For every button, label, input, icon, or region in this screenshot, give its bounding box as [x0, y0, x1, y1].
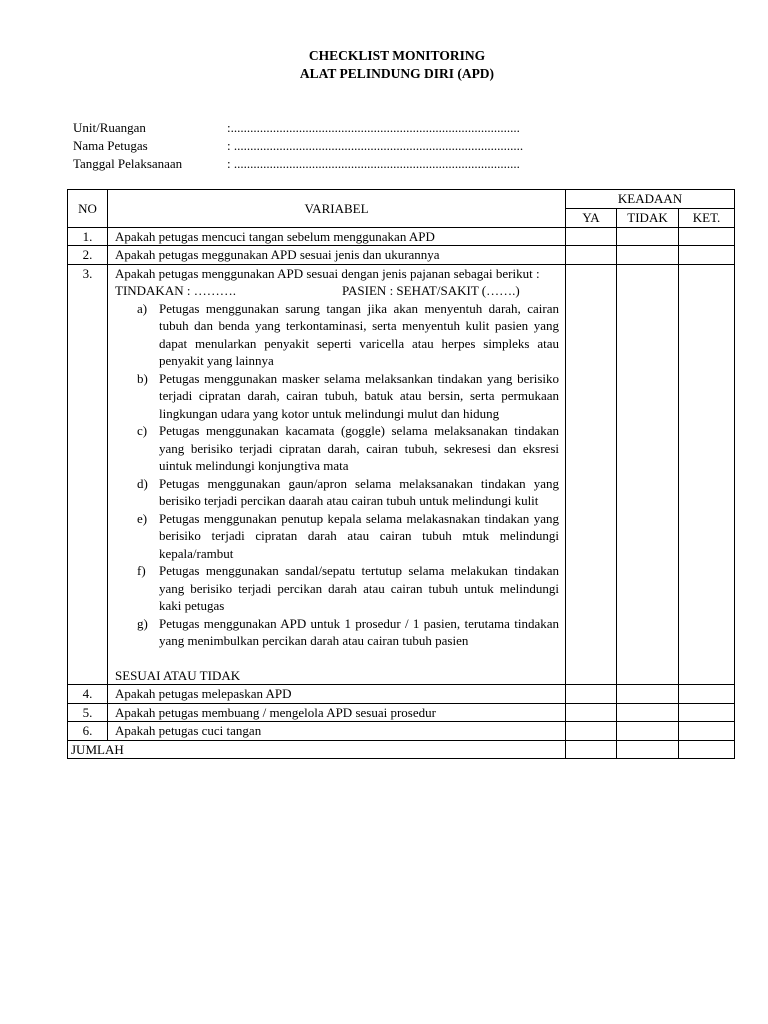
sub-item-text: Petugas menggunakan sarung tangan jika akan menyentuh darah, cairan tubuh dan benda yang terkontaminasi, serta menyentuh kulit pasien yang dapat menularkan penyakit seperti varicella atau herpes simpleks atau penyakit yang lainnya: [159, 300, 559, 368]
info-row-unit: [73, 119, 587, 137]
row-number: 2.: [68, 246, 108, 265]
cell-ket[interactable]: [679, 722, 735, 741]
info-label: Unit/Ruangan: [73, 120, 146, 135]
cell-tidak[interactable]: [617, 703, 679, 722]
cell-tidak[interactable]: [617, 227, 679, 246]
sub-item-text: Petugas menggunakan kacamata (goggle) selama melaksanakan tindakan yang berisiko terjadi cipratan darah, cairan tubuh, sekresesi dan eksresi uintuk melindungi konjungtiva mata: [159, 423, 559, 473]
cell-tidak[interactable]: [617, 685, 679, 704]
row-question-detail: [108, 264, 566, 685]
cell-ket[interactable]: [679, 264, 735, 685]
title-line-1: CHECKLIST MONITORING: [308, 48, 486, 63]
checklist-table: [67, 189, 735, 759]
sub-item: [137, 615, 559, 650]
cell-ket[interactable]: [679, 703, 735, 722]
cell-ya[interactable]: [566, 703, 617, 722]
row-question: Apakah petugas cuci tangan: [108, 722, 566, 741]
sub-item-label: b): [137, 370, 148, 386]
document-title: [0, 47, 768, 83]
info-value-field: :.........................................................................................: [227, 120, 520, 135]
tindakan-label: TINDAKAN : ……….: [115, 283, 236, 298]
sub-item: [137, 510, 559, 563]
table-row: [68, 246, 735, 265]
row-question: Apakah petugas meggunakan APD sesuai jenis dan ukurannya: [108, 246, 566, 265]
info-block: [73, 119, 587, 173]
info-row-nama: [73, 137, 587, 155]
spacer: [115, 650, 559, 667]
info-label: Nama Petugas: [73, 138, 148, 153]
tindakan-line: [115, 282, 559, 300]
info-value-field: : .........................................................................................: [227, 138, 524, 153]
cell-tidak[interactable]: [617, 264, 679, 685]
sub-item: [137, 422, 559, 475]
sub-item-label: a): [137, 300, 148, 316]
header-keadaan: KEADAAN: [566, 190, 735, 209]
row-question: Apakah petugas mencuci tangan sebelum menggunakan APD: [108, 227, 566, 246]
cell-ya[interactable]: [566, 685, 617, 704]
sub-item-label: c): [137, 423, 148, 438]
pasien-label: PASIEN : SEHAT/SAKIT (…….): [342, 283, 520, 298]
sub-item: [137, 300, 559, 370]
cell-tidak[interactable]: [617, 246, 679, 265]
table-row-3: [68, 264, 735, 685]
table-row: [68, 722, 735, 741]
sub-item: [137, 370, 559, 423]
header-ya: YA: [566, 209, 617, 228]
sub-item-text: Petugas menggunakan APD untuk 1 prosedur / 1 pasien, terutama tindakan yang menimbulkan percikan darah atau cairan tubuh pasien: [159, 615, 559, 648]
row-number: 6.: [68, 722, 108, 741]
row-question: Apakah petugas melepaskan APD: [108, 685, 566, 704]
sub-item-label: e): [137, 510, 148, 526]
cell-ket-total[interactable]: [679, 740, 735, 759]
sub-item-text: Petugas menggunakan masker selama melaksankan tindakan yang berisiko terjadi cipratan darah, cairan tubuh, batuk atau bersin, serta permukaan lingkungan udara yang kotor untuk melindungi mulut dan hidung: [159, 370, 559, 421]
cell-ket[interactable]: [679, 685, 735, 704]
row-number: 3.: [68, 264, 108, 685]
row-number: 4.: [68, 685, 108, 704]
header-variabel: VARIABEL: [108, 190, 566, 228]
cell-ya[interactable]: [566, 264, 617, 685]
row3-footer: SESUAI ATAU TIDAK: [115, 667, 241, 683]
info-row-tanggal: [73, 155, 587, 173]
table-row: [68, 703, 735, 722]
table-row: [68, 685, 735, 704]
row-number: 1.: [68, 227, 108, 246]
cell-ket[interactable]: [679, 246, 735, 265]
sub-item-text: Petugas menggunakan sandal/sepatu tertutup selama melakukan tindakan yang berisiko terjadi percikan darah atau cairan tubuh untuk melindungi kaki petugas: [159, 563, 559, 613]
sub-item-label: g): [137, 615, 148, 631]
cell-ya[interactable]: [566, 246, 617, 265]
cell-ya[interactable]: [566, 227, 617, 246]
cell-ya-total[interactable]: [566, 740, 617, 759]
table-row: [68, 227, 735, 246]
header-no: NO: [68, 190, 108, 228]
cell-tidak-total[interactable]: [617, 740, 679, 759]
sub-item: [137, 475, 559, 510]
header-tidak: TIDAK: [617, 209, 679, 228]
header-ket: KET.: [679, 209, 735, 228]
sub-item: [137, 562, 559, 615]
info-label: Tanggal Pelaksanaan: [73, 156, 183, 171]
info-value-field: : ........................................................................................: [227, 156, 520, 171]
sub-item-text: Petugas menggunakan gaun/apron selama melaksanakan tindakan yang berisiko terjadi percikan daarah atau cairan tubuh untuk melindungi kulit: [159, 475, 559, 508]
sub-item-label: f): [137, 563, 146, 578]
sub-item-text: Petugas menggunakan penutup kepala selama melakasnakan tindakan yang berisiko terjadi cipratan darah atau cairan tubuh mtuk melindungi kepala/rambut: [159, 510, 559, 561]
row3-intro: Apakah petugas menggunakan APD sesuai dengan jenis pajanan sebagai berikut :: [115, 265, 540, 281]
row-number: 5.: [68, 703, 108, 722]
title-line-2: ALAT PELINDUNG DIRI (APD): [299, 66, 495, 81]
cell-ya[interactable]: [566, 722, 617, 741]
row-question: Apakah petugas membuang / mengelola APD sesuai prosedur: [108, 703, 566, 722]
sub-item-label: d): [137, 475, 148, 491]
cell-ket[interactable]: [679, 227, 735, 246]
jumlah-label: JUMLAH: [68, 740, 566, 759]
cell-tidak[interactable]: [617, 722, 679, 741]
jumlah-row: [68, 740, 735, 759]
